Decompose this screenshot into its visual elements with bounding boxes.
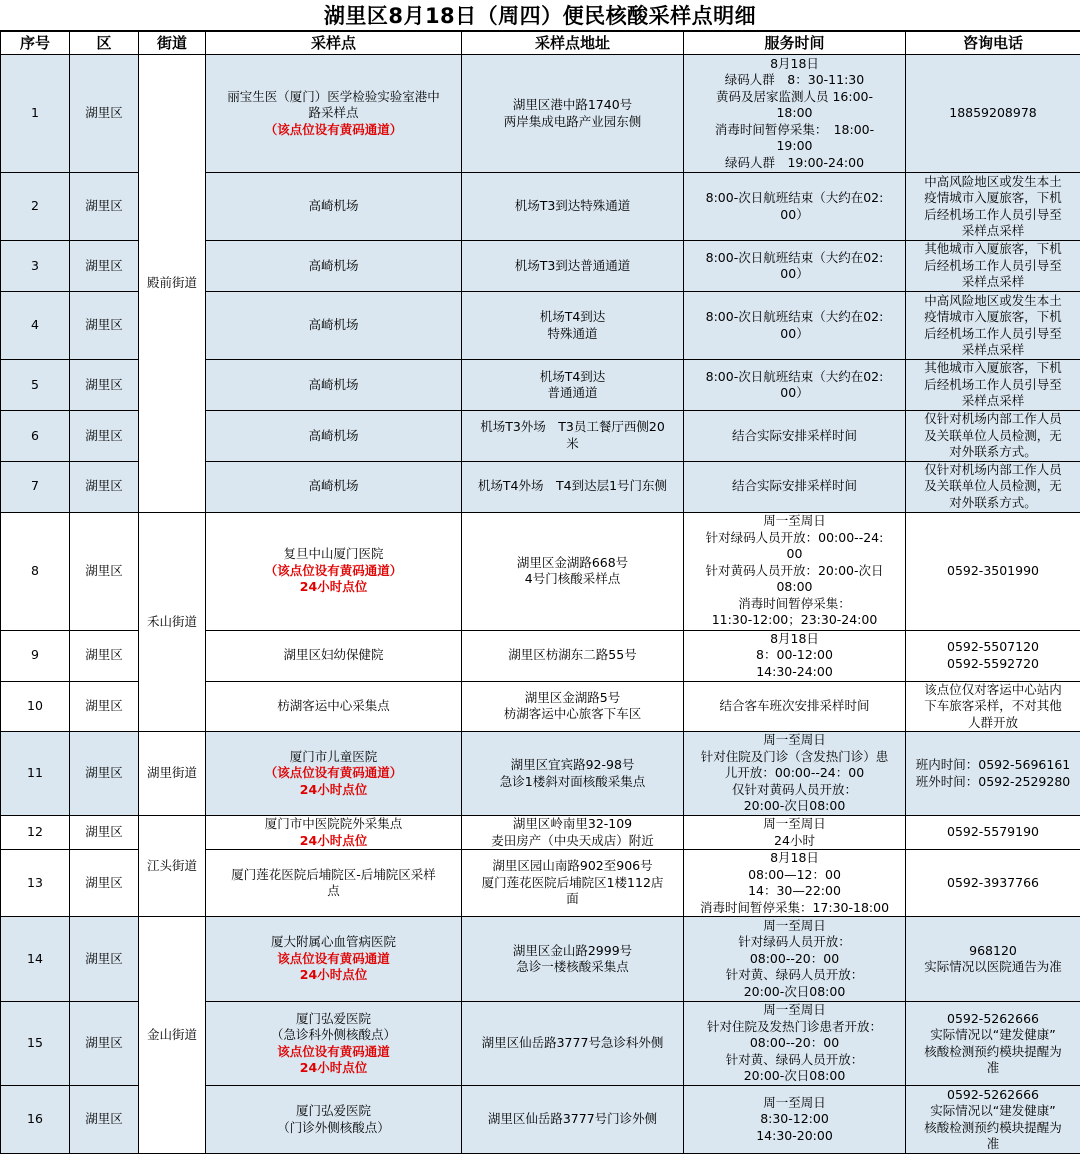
cell-line: 厦门莲花医院后埔院区-后埔院区采样: [231, 866, 436, 882]
cell-line: 实际情况以医院通告为准: [924, 959, 1062, 974]
cell-address: [462, 1002, 684, 1086]
cell-line: 20:00-次日08:00: [743, 1068, 846, 1084]
cell-address: [462, 1086, 684, 1154]
cell-line: 麦田房产（中央天成店）附近: [491, 832, 654, 848]
cell-line: 湖里区金湖路5号: [524, 689, 621, 705]
cell-line: 高崎机场: [308, 198, 359, 214]
cell-district: 湖里区: [70, 630, 139, 681]
cell-no: 12: [1, 816, 70, 850]
header-time: 服务时间: [684, 32, 906, 55]
cell-line: 后经机场工作人员引导至: [924, 257, 1062, 273]
cell-site: [206, 173, 462, 241]
cell-phone: [906, 630, 1080, 681]
cell-no: 16: [1, 1086, 70, 1154]
cell-line: 00）: [780, 385, 809, 400]
cell-time: [684, 630, 906, 681]
cell-line: 结合客车班次安排采样时间: [719, 698, 870, 713]
cell-line: 湖里区仙岳路3777号急诊科外侧: [481, 1035, 664, 1051]
header-no: 序号: [1, 32, 70, 55]
cell-line: 14:30-24:00: [756, 663, 833, 679]
cell-phone: [906, 850, 1080, 917]
cell-line: 采样点采样: [961, 223, 1025, 238]
cell-line: 下车旅客采样，不对其他: [924, 698, 1062, 713]
cell-site: [206, 292, 462, 360]
cell-line: 点: [327, 883, 340, 898]
cell-line: 0592-5579190: [947, 824, 1039, 840]
cell-line: 结合实际安排采样时间: [731, 478, 857, 494]
cell-site: [206, 1086, 462, 1154]
cell-line: 20:00-次日08:00: [743, 798, 846, 814]
cell-line: 消毒时间暂停采集：: [738, 595, 851, 611]
cell-address: [462, 732, 684, 816]
cell-line: 丽宝生医（厦门）医学检验实验室港中: [227, 88, 440, 104]
cell-site: [206, 241, 462, 292]
cell-line: 针对绿码人员开放：00:00--24:: [705, 529, 884, 545]
cell-line: 0592-5262666: [947, 1010, 1039, 1026]
cell-district: 湖里区: [70, 917, 139, 1002]
header-address: 采样点地址: [462, 32, 684, 55]
cell-line: 绿码人群 8：30-11:30: [724, 72, 865, 88]
cell-line: 对外联系方式。: [949, 444, 1037, 459]
cell-line: 11:30-12:00；23:30-24:00: [711, 612, 878, 628]
cell-time: [684, 55, 906, 173]
cell-line: 14:30-20:00: [756, 1127, 833, 1143]
cell-line: 00）: [780, 266, 809, 281]
cell-line: 其他城市入厦旅客，下机: [924, 360, 1062, 376]
cell-line: 08:00—12：00: [748, 866, 841, 882]
cell-district: 湖里区: [70, 461, 139, 512]
cell-line: 厦门弘爱医院: [295, 1010, 371, 1026]
cell-line: 8:00-次日航班结束（大约在02:: [705, 309, 884, 324]
cell-address: [462, 55, 684, 173]
cell-line: 米: [566, 435, 579, 451]
cell-site: [206, 512, 462, 630]
cell-address: [462, 411, 684, 462]
cell-district: 湖里区: [70, 292, 139, 360]
cell-line: 针对黄、绿码人员开放：: [725, 967, 864, 983]
cell-line: 24小时: [774, 832, 815, 848]
sampling-sites-table: [0, 31, 1080, 1154]
cell-line: 班内时间：0592-5696161: [915, 757, 1071, 772]
cell-line: 0592-3937766: [947, 874, 1039, 890]
cell-line: 968120: [969, 942, 1017, 958]
table-row: [1, 732, 1080, 816]
yellow-code-notice: （该点位设有黄码通道）: [264, 562, 403, 578]
cell-line: 08:00--20：00: [749, 950, 840, 966]
cell-line: 核酸检测预约模块提醒为: [924, 1119, 1062, 1135]
cell-no: 1: [1, 55, 70, 173]
cell-time: [684, 850, 906, 917]
cell-line: 0592-5262666: [947, 1086, 1039, 1102]
cell-address: [462, 681, 684, 732]
cell-line: 路采样点: [308, 105, 359, 121]
cell-line: 湖里区岭南里32-109: [512, 816, 633, 831]
cell-time: [684, 292, 906, 360]
cell-line: 机场T3外场 T3员工餐厅西侧20: [480, 419, 665, 435]
cell-line: 厦门弘爱医院: [295, 1103, 371, 1118]
cell-district: 湖里区: [70, 816, 139, 850]
cell-line: 仅针对机场内部工作人员: [924, 411, 1062, 426]
cell-district: 湖里区: [70, 411, 139, 462]
cell-address: [462, 461, 684, 512]
cell-line: 高崎机场: [308, 427, 359, 443]
header-site: 采样点: [206, 32, 462, 55]
cell-no: 7: [1, 461, 70, 512]
cell-line: （门诊外侧核酸点）: [277, 1119, 390, 1135]
cell-line: 高崎机场: [308, 257, 359, 273]
cell-line: 枋湖客运中心采集点: [277, 698, 390, 713]
cell-line: 4号门核酸采样点: [524, 571, 621, 586]
cell-line: 针对绿码人员开放：: [738, 934, 851, 950]
cell-line: 8：00-12:00: [756, 647, 833, 663]
cell-line: 消毒时间暂停采集： 18:00-: [714, 121, 875, 137]
cell-line: 周一至周日: [763, 816, 826, 831]
cell-line: 实际情况以“建发健康”: [930, 1103, 1056, 1118]
cell-street: 禾山街道: [139, 512, 206, 732]
cell-no: 9: [1, 630, 70, 681]
cell-line: 仅针对黄码人员开放：: [731, 781, 857, 797]
cell-line: 中高风险地区或发生本土: [924, 173, 1062, 189]
cell-line: 14：30—22:00: [748, 883, 841, 898]
cell-line: 19:00: [776, 138, 813, 154]
cell-site: [206, 917, 462, 1002]
cell-line: 黄码及居家监测人员 16:00-: [715, 88, 873, 104]
cell-line: 高崎机场: [308, 478, 359, 494]
cell-line: 高崎机场: [308, 376, 359, 392]
cell-line: 实际情况以“建发健康”: [930, 1027, 1056, 1042]
cell-address: [462, 173, 684, 241]
table-row: [1, 512, 1080, 630]
cell-site: [206, 411, 462, 462]
cell-street: 湖里街道: [139, 732, 206, 816]
cell-line: 周一至周日: [763, 1002, 826, 1018]
cell-site: [206, 816, 462, 850]
yellow-code-notice: 该点位设有黄码通道: [277, 950, 390, 966]
cell-line: 针对住院及发热门诊患者开放：: [706, 1018, 882, 1034]
cell-phone: [906, 360, 1080, 411]
cell-line: 采样点采样: [961, 393, 1025, 409]
cell-line: 湖里区枋湖东二路55号: [508, 647, 637, 663]
cell-line: 湖里区宜宾路92-98号: [510, 757, 635, 772]
cell-no: 6: [1, 411, 70, 462]
cell-site: [206, 630, 462, 681]
cell-line: 仅针对机场内部工作人员: [924, 461, 1062, 477]
cell-district: 湖里区: [70, 241, 139, 292]
cell-site: [206, 732, 462, 816]
cell-site: [206, 55, 462, 173]
cell-street: 江头街道: [139, 816, 206, 917]
cell-phone: [906, 1002, 1080, 1086]
cell-address: [462, 816, 684, 850]
yellow-code-notice: 24小时点位: [299, 832, 368, 848]
cell-line: 枋湖客运中心旅客下车区: [503, 706, 642, 722]
cell-time: [684, 461, 906, 512]
cell-no: 13: [1, 850, 70, 917]
yellow-code-notice: 24小时点位: [299, 781, 368, 797]
cell-district: 湖里区: [70, 1002, 139, 1086]
yellow-code-notice: （该点位设有黄码通道）: [264, 765, 403, 781]
cell-line: 高崎机场: [308, 317, 359, 333]
cell-line: 对外联系方式。: [949, 494, 1037, 510]
cell-phone: [906, 681, 1080, 732]
cell-phone: [906, 732, 1080, 816]
cell-address: [462, 630, 684, 681]
cell-line: 18859208978: [949, 105, 1037, 121]
header-row: [1, 32, 1080, 55]
cell-district: 湖里区: [70, 173, 139, 241]
cell-line: 儿开放：00:00--24：00: [724, 765, 865, 781]
cell-no: 4: [1, 292, 70, 360]
cell-phone: [906, 241, 1080, 292]
cell-time: [684, 512, 906, 630]
cell-no: 8: [1, 512, 70, 630]
cell-line: 厦门市儿童医院: [289, 748, 378, 764]
cell-line: 采样点采样: [961, 274, 1025, 290]
cell-address: [462, 360, 684, 411]
yellow-code-notice: 24小时点位: [299, 579, 368, 595]
cell-line: 湖里区金湖路668号: [516, 554, 629, 570]
cell-time: [684, 360, 906, 411]
cell-line: 8:00-次日航班结束（大约在02:: [705, 249, 884, 265]
cell-line: 针对住院及门诊（含发热门诊）患: [700, 748, 889, 764]
cell-line: 疫情城市入厦旅客，下机: [924, 309, 1062, 324]
cell-no: 5: [1, 360, 70, 411]
cell-phone: [906, 816, 1080, 850]
cell-time: [684, 732, 906, 816]
header-street: 街道: [139, 32, 206, 55]
cell-no: 11: [1, 732, 70, 816]
cell-time: [684, 241, 906, 292]
cell-line: 周一至周日: [763, 1094, 826, 1110]
cell-line: 其他城市入厦旅客，下机: [924, 241, 1062, 257]
cell-street: 金山街道: [139, 917, 206, 1154]
cell-phone: [906, 512, 1080, 630]
yellow-code-notice: 24小时点位: [299, 1060, 368, 1075]
cell-line: 08:00--20：00: [749, 1035, 840, 1051]
cell-line: 普通通道: [547, 385, 598, 400]
cell-time: [684, 681, 906, 732]
cell-no: 2: [1, 173, 70, 241]
cell-time: [684, 917, 906, 1002]
cell-no: 3: [1, 241, 70, 292]
cell-line: 湖里区金山路2999号: [512, 942, 633, 958]
cell-district: 湖里区: [70, 512, 139, 630]
cell-phone: [906, 292, 1080, 360]
cell-line: 机场T3到达普通通道: [514, 257, 631, 273]
cell-line: 机场T3到达特殊通道: [514, 198, 631, 214]
cell-line: 绿码人群 19:00-24:00: [724, 154, 865, 170]
cell-line: 急诊1楼斜对面核酸采集点: [499, 773, 646, 789]
cell-line: 机场T4外场 T4到达层1号门东侧: [477, 478, 668, 494]
cell-time: [684, 173, 906, 241]
yellow-code-notice: 24小时点位: [299, 967, 368, 983]
cell-time: [684, 1086, 906, 1154]
cell-district: 湖里区: [70, 732, 139, 816]
cell-line: 人群开放: [967, 714, 1018, 730]
cell-line: 准: [986, 1060, 1000, 1075]
header-district: 区: [70, 32, 139, 55]
cell-line: 急诊一楼核酸采集点: [516, 959, 629, 974]
cell-line: 特殊通道: [547, 325, 598, 341]
table-row: [1, 917, 1080, 1002]
cell-line: 后经机场工作人员引导至: [924, 206, 1062, 222]
cell-district: 湖里区: [70, 360, 139, 411]
cell-phone: [906, 173, 1080, 241]
cell-phone: [906, 917, 1080, 1002]
cell-line: 结合实际安排采样时间: [731, 427, 857, 443]
cell-address: [462, 850, 684, 917]
cell-line: 中高风险地区或发生本土: [924, 292, 1062, 308]
cell-line: 8:00-次日航班结束（大约在02:: [705, 368, 884, 384]
cell-line: 核酸检测预约模块提醒为: [924, 1043, 1062, 1059]
cell-line: 面: [566, 891, 579, 907]
cell-line: 消毒时间暂停采集：17:30-18:00: [699, 899, 890, 915]
cell-line: 班外时间：0592-2529280: [915, 773, 1071, 789]
cell-line: 20:00-次日08:00: [743, 983, 846, 999]
cell-site: [206, 850, 462, 917]
table-row: [1, 55, 1080, 173]
cell-line: 针对黄、绿码人员开放：: [725, 1051, 864, 1067]
cell-phone: [906, 55, 1080, 173]
cell-line: 及关联单位人员检测，无: [924, 427, 1062, 443]
cell-phone: [906, 461, 1080, 512]
cell-line: 后经机场工作人员引导至: [924, 376, 1062, 392]
cell-line: 8月18日: [770, 630, 819, 646]
cell-district: 湖里区: [70, 1086, 139, 1154]
cell-line: 两岸集成电路产业园东侧: [503, 113, 642, 129]
cell-line: 采样点采样: [961, 342, 1025, 357]
cell-no: 14: [1, 917, 70, 1002]
cell-line: 周一至周日: [763, 732, 826, 748]
cell-site: [206, 681, 462, 732]
cell-district: 湖里区: [70, 55, 139, 173]
cell-line: 周一至周日: [763, 513, 826, 529]
cell-line: 00）: [780, 206, 809, 222]
cell-line: （急诊科外侧核酸点）: [270, 1027, 396, 1042]
cell-line: 准: [986, 1136, 1000, 1151]
cell-line: 0592-5592720: [947, 655, 1039, 671]
cell-line: 8:00-次日航班结束（大约在02:: [705, 190, 884, 205]
cell-address: [462, 917, 684, 1002]
cell-line: 厦大附属心血管病医院: [270, 934, 396, 950]
cell-line: 复旦中山厦门医院: [283, 546, 384, 562]
cell-line: 0592-3501990: [947, 562, 1039, 578]
cell-line: 0592-5507120: [947, 639, 1039, 654]
cell-line: 00: [786, 546, 803, 562]
cell-address: [462, 241, 684, 292]
cell-line: 厦门莲花医院后埔院区1楼112店: [481, 874, 664, 890]
cell-line: 该点位仅对客运中心站内: [924, 681, 1062, 697]
cell-time: [684, 1002, 906, 1086]
cell-line: 湖里区仙岳路3777号门诊外侧: [487, 1111, 658, 1127]
cell-line: 厦门市中医院院外采集点: [264, 816, 403, 831]
cell-district: 湖里区: [70, 850, 139, 917]
cell-line: 8:30-12:00: [760, 1111, 829, 1127]
cell-line: 湖里区园山南路902至906号: [492, 858, 653, 874]
header-phone: 咨询电话: [906, 32, 1080, 55]
cell-line: 湖里区妇幼保健院: [283, 647, 384, 663]
cell-line: 18:00: [776, 105, 813, 121]
cell-line: 疫情城市入厦旅客，下机: [924, 190, 1062, 205]
cell-street: 殿前街道: [139, 55, 206, 513]
cell-time: [684, 816, 906, 850]
cell-line: 8月18日: [770, 850, 819, 865]
cell-line: 机场T4到达: [539, 368, 606, 384]
yellow-code-notice: （该点位设有黄码通道）: [264, 121, 403, 137]
cell-line: 湖里区港中路1740号: [512, 97, 633, 112]
cell-line: 00）: [780, 325, 809, 341]
cell-line: 针对黄码人员开放：20:00-次日: [705, 562, 884, 578]
cell-line: 后经机场工作人员引导至: [924, 325, 1062, 341]
cell-line: 及关联单位人员检测，无: [924, 478, 1062, 494]
cell-time: [684, 411, 906, 462]
cell-line: 08:00: [776, 579, 813, 595]
cell-site: [206, 1002, 462, 1086]
cell-line: 周一至周日: [763, 917, 826, 933]
cell-district: 湖里区: [70, 681, 139, 732]
table-row: [1, 816, 1080, 850]
cell-line: 机场T4到达: [539, 309, 606, 324]
cell-site: [206, 461, 462, 512]
page-title: 湖里区8月18日（周四）便民核酸采样点明细: [0, 0, 1080, 31]
cell-line: 8月18日: [770, 55, 819, 71]
cell-address: [462, 292, 684, 360]
cell-no: 10: [1, 681, 70, 732]
cell-phone: [906, 1086, 1080, 1154]
cell-address: [462, 512, 684, 630]
yellow-code-notice: 该点位设有黄码通道: [277, 1043, 390, 1059]
cell-no: 15: [1, 1002, 70, 1086]
cell-site: [206, 360, 462, 411]
cell-phone: [906, 411, 1080, 462]
